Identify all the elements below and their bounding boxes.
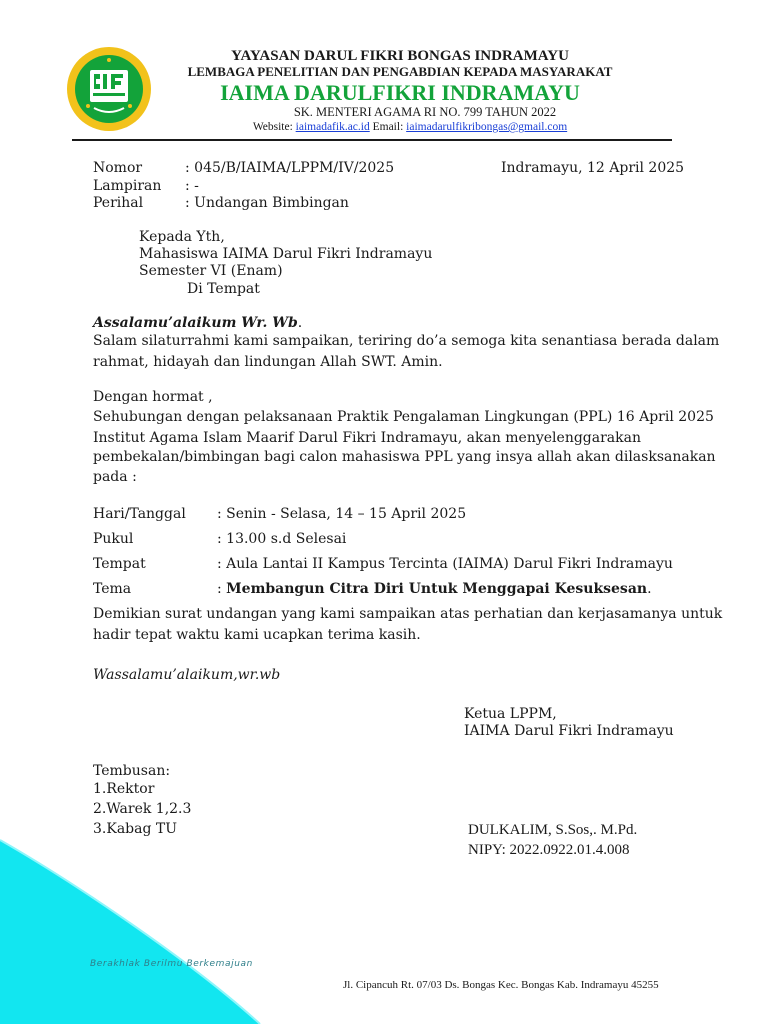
recipient-line-4: Di Tempat — [187, 281, 260, 297]
detail-time-label: Pukul — [93, 531, 134, 547]
email-label: Email: — [372, 121, 404, 133]
perihal-value: : Undangan Bimbingan — [185, 195, 349, 211]
footer-address: Jl. Cipancuh Rt. 07/03 Ds. Bongas Kec. Bongas Kab. Indramayu 45255 — [343, 979, 659, 991]
signature-title-2: IAIMA Darul Fikri Indramayu — [464, 723, 674, 739]
cc-item-1: 1.Rektor — [93, 781, 155, 797]
lampiran-label: Lampiran — [93, 178, 162, 194]
recipient-line-2: Mahasiswa IAIMA Darul Fikri Indramayu — [139, 246, 433, 262]
detail-day-label: Hari/Tanggal — [93, 506, 186, 522]
theme-text: Membangun Citra Diri Untuk Menggapai Kesuksesan — [226, 581, 648, 597]
paragraph-1-line-2: rahmat, hidayah dan lindungan Allah SWT. Amin. — [93, 354, 443, 370]
signature-title-1: Ketua LPPM, — [464, 706, 557, 722]
closing-line-1: Demikian surat undangan yang kami sampaikan atas perhatian dan kerjasamanya untuk — [93, 606, 723, 622]
footer-motto: Berakhlak Berilmu Berkemajuan — [90, 959, 253, 969]
closing-salam: Wassalamu’alaikum,wr.wb — [93, 667, 281, 683]
paragraph-2-line-2: Institut Agama Islam Maarif Darul Fikri Indramayu, akan menyelenggarakan — [93, 430, 641, 446]
theme-end: . — [647, 581, 652, 597]
institution-logo — [66, 46, 152, 132]
email-link[interactable]: iaimadarulfikribongas@gmail.com — [406, 121, 568, 133]
detail-theme-label: Tema — [93, 581, 132, 597]
corner-wave — [0, 840, 260, 1024]
lampiran-value: : - — [185, 178, 199, 194]
contact-line — [190, 121, 630, 133]
paragraph-2-line-1: Sehubungan dengan pelaksanaan Praktik Pengalaman Lingkungan (PPL) 16 April 2025 — [93, 409, 714, 425]
place-date: Indramayu, 12 April 2025 — [501, 160, 685, 176]
detail-place-value: : Aula Lantai II Kampus Tercinta (IAIMA) Darul Fikri Indramayu — [217, 556, 673, 572]
paragraph-2-line-4: pada : — [93, 469, 137, 485]
greeting-end: . — [297, 315, 303, 331]
detail-time-value: : 13.00 s.d Selesai — [217, 531, 347, 547]
cc-item-3: 3.Kabag TU — [93, 821, 178, 837]
decree-line: SK. MENTERI AGAMA RI NO. 799 TAHUN 2022 — [293, 105, 557, 119]
perihal-label: Perihal — [93, 195, 144, 211]
cc-label: Tembusan: — [93, 763, 171, 779]
nomor-value: : 045/B/IAIMA/LPPM/IV/2025 — [185, 160, 395, 176]
theme-colon: : — [217, 581, 227, 597]
signatory-name: DULKALIM, S.Sos,. M.Pd. — [468, 822, 638, 838]
header-divider — [72, 139, 672, 141]
website-label: Website: — [252, 121, 293, 133]
college-name: IAIMA DARULFIKRI INDRAMAYU — [220, 80, 580, 105]
paragraph-1-line-1: Salam silaturrahmi kami sampaikan, teriring do’a semoga kita senantiasa berada dalam — [93, 333, 720, 349]
signatory-nipy: NIPY: 2022.0922.01.4.008 — [468, 842, 630, 858]
respect-line: Dengan hormat , — [93, 389, 213, 405]
recipient-line-3: Semester VI (Enam) — [139, 263, 283, 279]
detail-place-label: Tempat — [93, 556, 146, 572]
paragraph-2-line-3: pembekalan/bimbingan bagi calon mahasiswa PPL yang insya allah akan dilasksanakan — [93, 449, 716, 465]
website-link[interactable]: iaimadafik.ac.id — [295, 121, 370, 133]
nomor-label: Nomor — [93, 160, 143, 176]
recipient-line-1: Kepada Yth, — [139, 229, 225, 245]
institute-name: LEMBAGA PENELITIAN DAN PENGABDIAN KEPADA MASYARAKAT — [187, 64, 613, 79]
detail-theme-value — [217, 581, 652, 597]
greeting-text: Assalamu’alaikum Wr. Wb — [93, 315, 298, 331]
foundation-name: YAYASAN DARUL FIKRI BONGAS INDRAMAYU — [231, 48, 569, 64]
detail-day-value: : Senin - Selasa, 14 – 15 April 2025 — [217, 506, 467, 522]
closing-line-2: hadir tepat waktu kami ucapkan terima kasih. — [93, 627, 421, 643]
greeting — [93, 315, 302, 331]
cc-item-2: 2.Warek 1,2.3 — [93, 801, 192, 817]
